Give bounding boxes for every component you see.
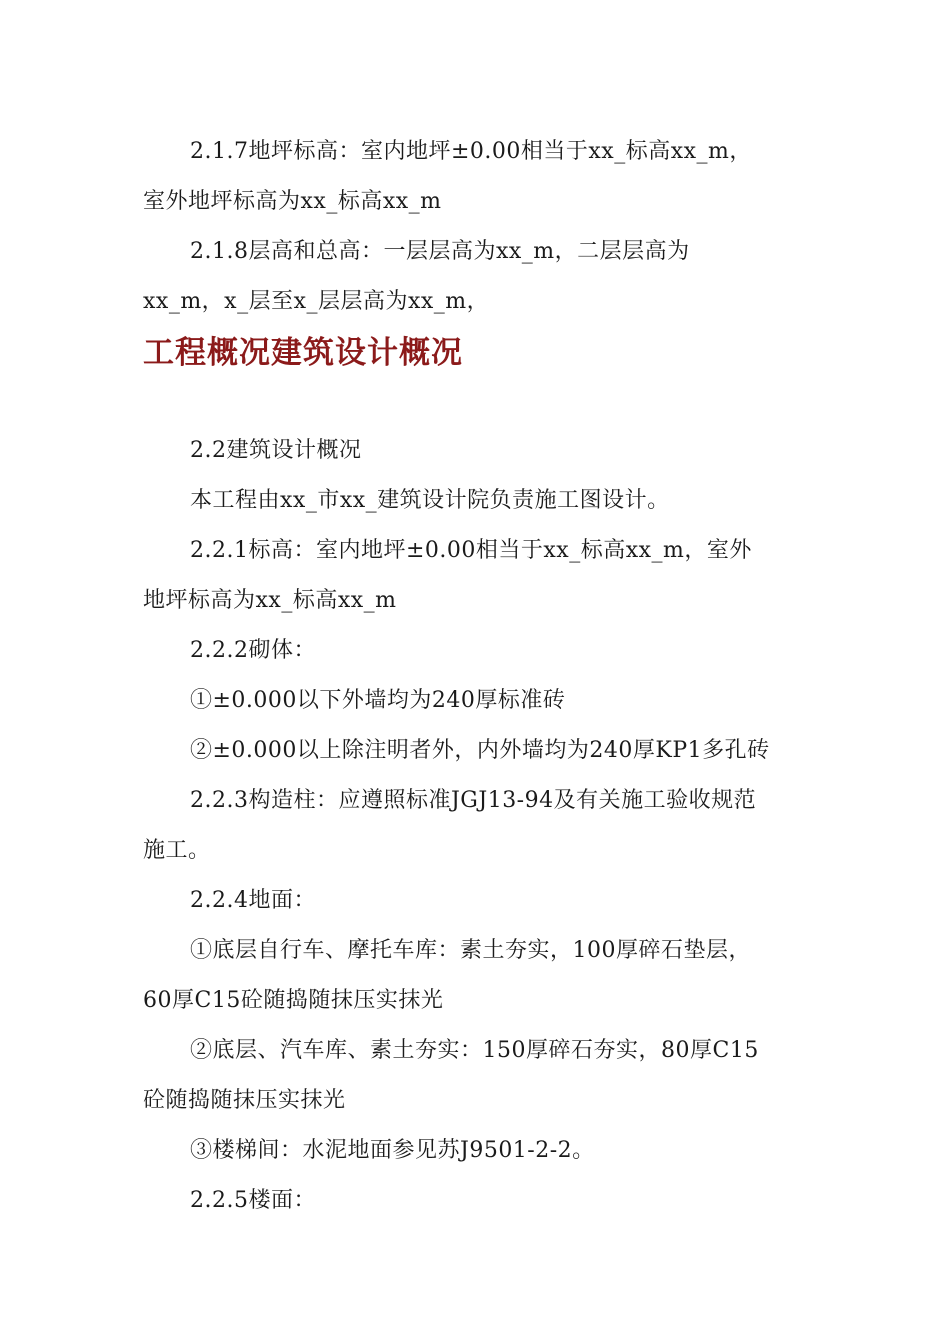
paragraph-2-2-3: 2.2.3构造柱：应遵照标准JGJ13-94及有关施工验收规范 [190, 788, 757, 813]
paragraph-2-2: 2.2建筑设计概况 [190, 438, 362, 463]
paragraph-2-2-4: 2.2.4地面： [190, 888, 316, 913]
list-item-car-garage: ②底层、汽车库、素土夯实：150厚碎石夯实，80厚C15 [190, 1038, 759, 1063]
list-item-bike-garage: ①底层自行车、摩托车库：素土夯实，100厚碎石垫层， [190, 938, 751, 963]
paragraph-2-1-7: 2.1.7地坪标高：室内地坪±0.00相当于xx_标高xx_m， [190, 139, 752, 164]
list-item-masonry-above: ②±0.000以上除注明者外，内外墙均为240厚KP1多孔砖 [190, 738, 770, 763]
paragraph-2-1-7-cont: 室外地坪标高为xx_标高xx_m [143, 189, 442, 214]
list-item-car-garage-cont: 砼随捣随抹压实抹光 [143, 1088, 346, 1113]
paragraph-2-2-3-cont: 施工。 [143, 838, 211, 863]
paragraph-2-2-1-cont: 地坪标高为xx_标高xx_m [143, 588, 397, 613]
paragraph-2-2-2: 2.2.2砌体： [190, 638, 316, 663]
list-item-bike-garage-cont: 60厚C15砼随捣随抹压实抹光 [143, 988, 444, 1013]
paragraph-2-1-8: 2.1.8层高和总高：一层层高为xx_m，二层层高为 [190, 239, 690, 264]
paragraph-2-1-8-cont: xx_m，x_层至x_层层高为xx_m， [143, 289, 490, 314]
list-item-masonry-below: ①±0.000以下外墙均为240厚标准砖 [190, 688, 566, 713]
paragraph-design-institute: 本工程由xx_市xx_建筑设计院负责施工图设计。 [190, 488, 670, 513]
section-heading: 工程概况建筑设计概况 [143, 335, 463, 371]
list-item-stairwell: ③楼梯间：水泥地面参见苏J9501-2-2。 [190, 1138, 595, 1163]
paragraph-2-2-1: 2.2.1标高：室内地坪±0.00相当于xx_标高xx_m，室外 [190, 538, 752, 563]
paragraph-2-2-5: 2.2.5楼面： [190, 1188, 316, 1213]
